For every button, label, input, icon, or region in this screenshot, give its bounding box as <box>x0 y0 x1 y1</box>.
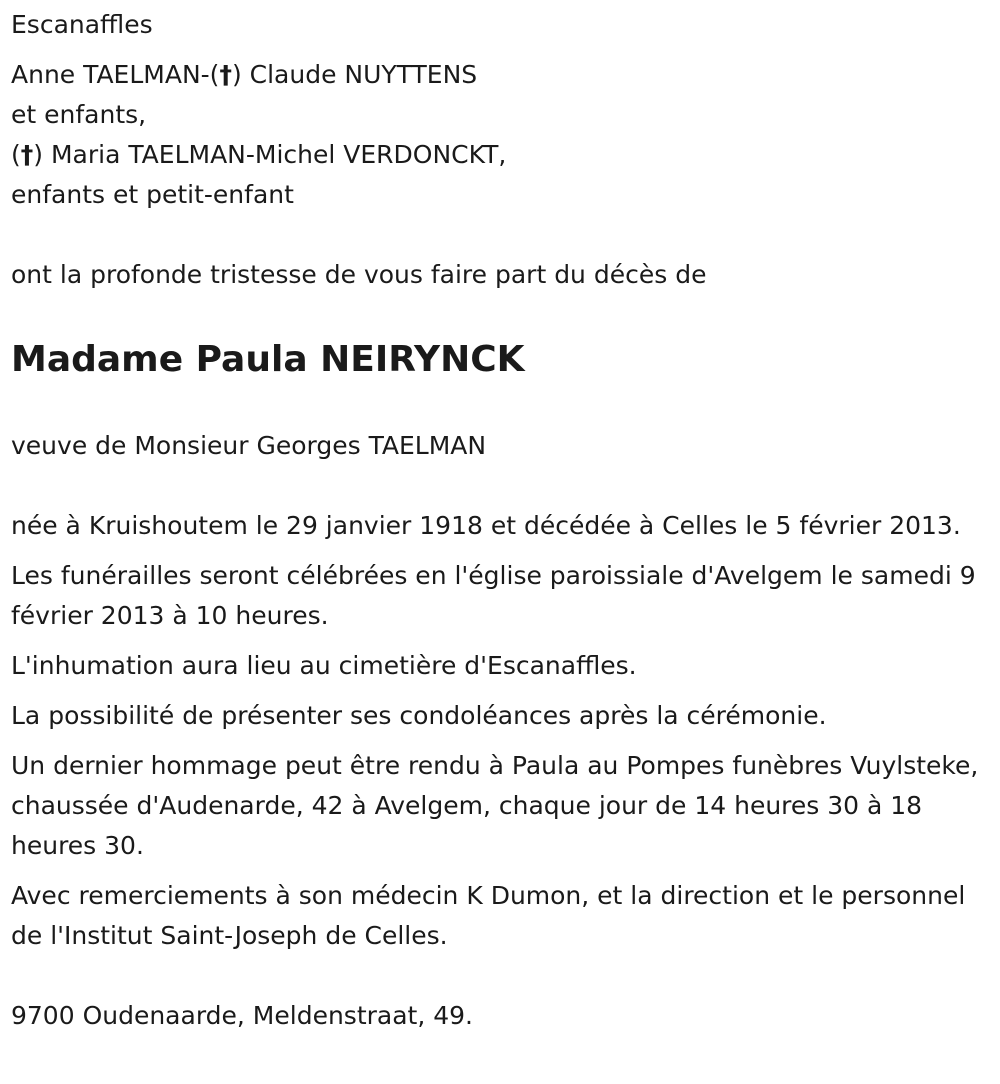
details-block <box>11 506 989 956</box>
cross-icon: † <box>20 140 34 169</box>
announcement-text: ont la profonde tristesse de vous faire part du décès de <box>11 260 707 289</box>
birth-death-text: née à Kruishoutem le 29 janvier 1918 et décédée à Celles le 5 février 2013. <box>11 511 961 540</box>
widow-of-text: veuve de Monsieur Georges TAELMAN <box>11 431 487 460</box>
family-line-1-start: Anne TAELMAN-( <box>11 60 220 89</box>
family-line-4: enfants et petit-enfant <box>11 180 294 209</box>
address-text: 9700 Oudenaarde, Meldenstraat, 49. <box>11 1001 473 1030</box>
family-line-3 <box>11 135 989 175</box>
deceased-name: Madame Paula NEIRYNCK <box>11 339 525 380</box>
obituary-page <box>0 5 1000 1084</box>
family-line-1 <box>11 55 989 95</box>
cross-icon: † <box>219 60 232 89</box>
family-line-3-start: ( <box>11 140 21 169</box>
family-line-3-end: ) Maria TAELMAN-Michel VERDONCKT, <box>33 140 507 169</box>
funeral-text: Les funérailles seront célébrées en l'église paroissiale d'Avelgem le samedi 9 février 2013 à 10 heures. <box>11 561 976 630</box>
thanks-text: Avec remerciements à son médecin K Dumon, et la direction et le personnel de l'Institut Saint-Joseph de Celles. <box>11 881 966 950</box>
burial-text: L'inhumation aura lieu au cimetière d'Escanaffles. <box>11 651 637 680</box>
family-block <box>11 55 989 215</box>
family-line-2: et enfants, <box>11 100 147 129</box>
condolences-text: La possibilité de présenter ses condoléances après la cérémonie. <box>11 701 827 730</box>
location-heading: Escanaffles <box>11 10 153 39</box>
tribute-text: Un dernier hommage peut être rendu à Paula au Pompes funèbres Vuylsteke, chaussée d'Audenarde, 42 à Avelgem, chaque jour de 14 heures 30 à 18 heures 30. <box>11 751 979 860</box>
family-line-1-end: ) Claude NUYTTENS <box>231 60 478 89</box>
